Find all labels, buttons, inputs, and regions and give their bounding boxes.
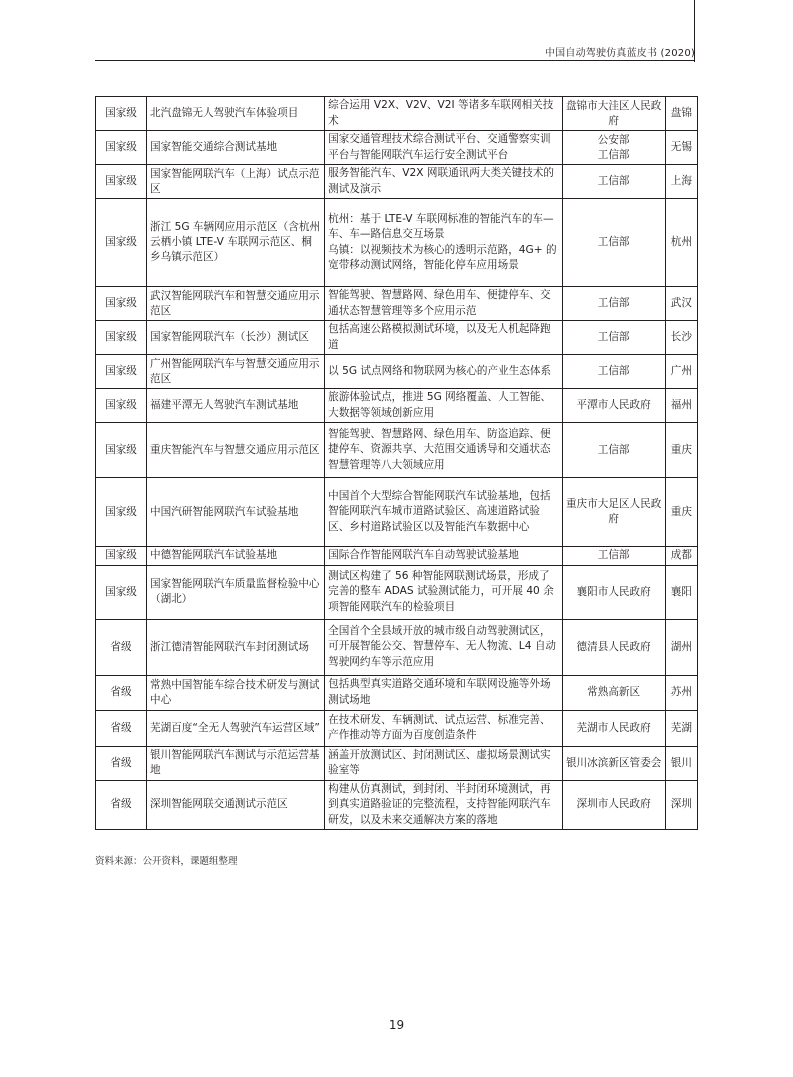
level-cell: 国家级 xyxy=(96,131,147,165)
level-cell: 省级 xyxy=(96,675,147,710)
name-cell: 浙江 5G 车辆网应用示范区（含杭州云栖小镇 LTE-V 车联网示范区、桐乡乌镇示范区） xyxy=(147,199,325,287)
table-row xyxy=(96,165,698,199)
city-cell: 重庆 xyxy=(665,423,697,478)
content-cell: 中国首个大型综合智能网联汽车试验基地，包括智能网联汽车城市道路试验区、高速道路试验区、乡村道路试验区以及智能汽车数据中心 xyxy=(325,478,562,547)
city-cell: 深圳 xyxy=(665,780,697,830)
name-cell: 常熟中国智能车综合技术研发与测试中心 xyxy=(147,675,325,710)
city-cell: 湖州 xyxy=(665,619,697,675)
name-cell: 重庆智能汽车与智慧交通应用示范区 xyxy=(147,423,325,478)
content-cell: 在技术研发、车辆测试、试点运营、标准完善、产作推动等方面为百度创造条件 xyxy=(325,710,562,746)
organizer-cell: 工信部 xyxy=(562,423,665,478)
organizer-cell: 银川冰滨新区管委会 xyxy=(562,746,665,780)
organizer-cell: 芜湖市人民政府 xyxy=(562,710,665,746)
city-cell: 杭州 xyxy=(665,199,697,287)
name-cell: 中国汽研智能网联汽车试验基地 xyxy=(147,478,325,547)
table-row xyxy=(96,287,698,321)
content-cell: 包括高速公路模拟测试环境，以及无人机起降跑道 xyxy=(325,321,562,355)
organizer-cell: 公安部 工信部 xyxy=(562,131,665,165)
table-row xyxy=(96,199,698,287)
content-cell: 智能驾驶、智慧路网、绿色用车、便捷停车、交通状态智慧管理等多个应用示范 xyxy=(325,287,562,321)
table-row xyxy=(96,780,698,830)
level-cell: 国家级 xyxy=(96,97,147,131)
city-cell: 芜湖 xyxy=(665,710,697,746)
level-cell: 国家级 xyxy=(96,547,147,566)
table-row xyxy=(96,675,698,710)
city-cell: 重庆 xyxy=(665,478,697,547)
level-cell: 国家级 xyxy=(96,199,147,287)
city-cell: 福州 xyxy=(665,389,697,423)
name-cell: 福建平潭无人驾驶汽车测试基地 xyxy=(147,389,325,423)
organizer-cell: 工信部 xyxy=(562,199,665,287)
table-row xyxy=(96,565,698,619)
table-row xyxy=(96,355,698,389)
organizer-cell: 盘锦市大洼区人民政府 xyxy=(562,97,665,131)
name-cell: 中德智能网联汽车试验基地 xyxy=(147,547,325,566)
city-cell: 盘锦 xyxy=(665,97,697,131)
organizer-cell: 常熟高新区 xyxy=(562,675,665,710)
level-cell: 国家级 xyxy=(96,478,147,547)
city-cell: 上海 xyxy=(665,165,697,199)
city-cell: 襄阳 xyxy=(665,565,697,619)
content-cell: 杭州：基于 LTE-V 车联网标准的智能汽车的车—车、车—路信息交互场景 乌镇：以视频技术为核心的透明示范路，4G+ 的宽带移动测试网络，智能化停车应用场景 xyxy=(325,199,562,287)
city-cell: 银川 xyxy=(665,746,697,780)
city-cell: 成都 xyxy=(665,547,697,566)
city-cell: 苏州 xyxy=(665,675,697,710)
organizer-cell: 平潭市人民政府 xyxy=(562,389,665,423)
content-cell: 旅游体验试点，推进 5G 网络覆盖、人工智能、大数据等领域创新应用 xyxy=(325,389,562,423)
name-cell: 国家智能网联汽车（长沙）测试区 xyxy=(147,321,325,355)
content-cell: 智能驾驶、智慧路网、绿色用车、防盗追踪、便捷停车、资源共享、大范围交通诱导和交通状态智慧管理等八大领域应用 xyxy=(325,423,562,478)
name-cell: 银川智能网联汽车测试与示范运营基地 xyxy=(147,746,325,780)
organizer-cell: 工信部 xyxy=(562,321,665,355)
table-row xyxy=(96,97,698,131)
table-row xyxy=(96,547,698,566)
name-cell: 芜湖百度“全无人驾驶汽车运营区域” xyxy=(147,710,325,746)
name-cell: 武汉智能网联汽车和智慧交通应用示范区 xyxy=(147,287,325,321)
city-cell: 武汉 xyxy=(665,287,697,321)
test-zone-table xyxy=(95,96,698,830)
content-cell: 国家交通管理技术综合测试平台、交通警察实训平台与智能网联汽车运行安全测试平台 xyxy=(325,131,562,165)
name-cell: 广州智能网联汽车与智慧交通应用示范区 xyxy=(147,355,325,389)
content-cell: 综合运用 V2X、V2V、V2I 等诸多车联网相关技术 xyxy=(325,97,562,131)
organizer-cell: 深圳市人民政府 xyxy=(562,780,665,830)
name-cell: 国家智能网联汽车质量监督检验中心（湖北） xyxy=(147,565,325,619)
table-row xyxy=(96,389,698,423)
level-cell: 省级 xyxy=(96,710,147,746)
table-row xyxy=(96,710,698,746)
name-cell: 深圳智能网联交通测试示范区 xyxy=(147,780,325,830)
city-cell: 长沙 xyxy=(665,321,697,355)
content-cell: 服务智能汽车、V2X 网联通讯两大类关键技术的测试及演示 xyxy=(325,165,562,199)
level-cell: 国家级 xyxy=(96,423,147,478)
content-cell: 包括典型真实道路交通环境和车联网设施等外场测试场地 xyxy=(325,675,562,710)
level-cell: 国家级 xyxy=(96,355,147,389)
level-cell: 国家级 xyxy=(96,321,147,355)
organizer-cell: 工信部 xyxy=(562,355,665,389)
table-row xyxy=(96,746,698,780)
content-cell: 构建从仿真测试，到封闭、半封闭环境测试，再到真实道路验证的完整流程，支持智能网联汽车研发，以及未来交通解决方案的落地 xyxy=(325,780,562,830)
organizer-cell: 工信部 xyxy=(562,287,665,321)
content-cell: 全国首个全县域开放的城市级自动驾驶测试区，可开展智能公交、智慧停车、无人物流、L4 自动驾驶网约车等示范应用 xyxy=(325,619,562,675)
city-cell: 广州 xyxy=(665,355,697,389)
organizer-cell: 工信部 xyxy=(562,165,665,199)
header-title: 中国自动驾驶仿真蓝皮书 (2020) xyxy=(544,48,695,59)
organizer-cell: 德清县人民政府 xyxy=(562,619,665,675)
organizer-cell: 襄阳市人民政府 xyxy=(562,565,665,619)
name-cell: 国家智能网联汽车（上海）试点示范区 xyxy=(147,165,325,199)
table-row xyxy=(96,423,698,478)
level-cell: 国家级 xyxy=(96,389,147,423)
name-cell: 浙江德清智能网联汽车封闭测试场 xyxy=(147,619,325,675)
level-cell: 国家级 xyxy=(96,165,147,199)
content-cell: 涵盖开放测试区、封闭测试区、虚拟场景测试实验室等 xyxy=(325,746,562,780)
city-cell: 无锡 xyxy=(665,131,697,165)
table-row xyxy=(96,321,698,355)
content-cell: 以 5G 试点网络和物联网为核心的产业生态体系 xyxy=(325,355,562,389)
content-cell: 测试区构建了 56 种智能网联测试场景，形成了完善的整车 ADAS 试验测试能力，可开展 40 余项智能网联汽车的检验项目 xyxy=(325,565,562,619)
table-row xyxy=(96,131,698,165)
table-row xyxy=(96,478,698,547)
level-cell: 国家级 xyxy=(96,287,147,321)
level-cell: 省级 xyxy=(96,619,147,675)
header-rule xyxy=(95,60,695,61)
content-cell: 国际合作智能网联汽车自动驾驶试验基地 xyxy=(325,547,562,566)
organizer-cell: 重庆市大足区人民政府 xyxy=(562,478,665,547)
level-cell: 省级 xyxy=(96,780,147,830)
organizer-cell: 工信部 xyxy=(562,547,665,566)
page-number: 19 xyxy=(388,1018,405,1032)
level-cell: 省级 xyxy=(96,746,147,780)
source-note: 资料来源：公开资料，课题组整理 xyxy=(95,856,238,867)
table-row xyxy=(96,619,698,675)
level-cell: 国家级 xyxy=(96,565,147,619)
name-cell: 北汽盘锦无人驾驶汽车体验项目 xyxy=(147,97,325,131)
table-body xyxy=(96,97,698,830)
name-cell: 国家智能交通综合测试基地 xyxy=(147,131,325,165)
